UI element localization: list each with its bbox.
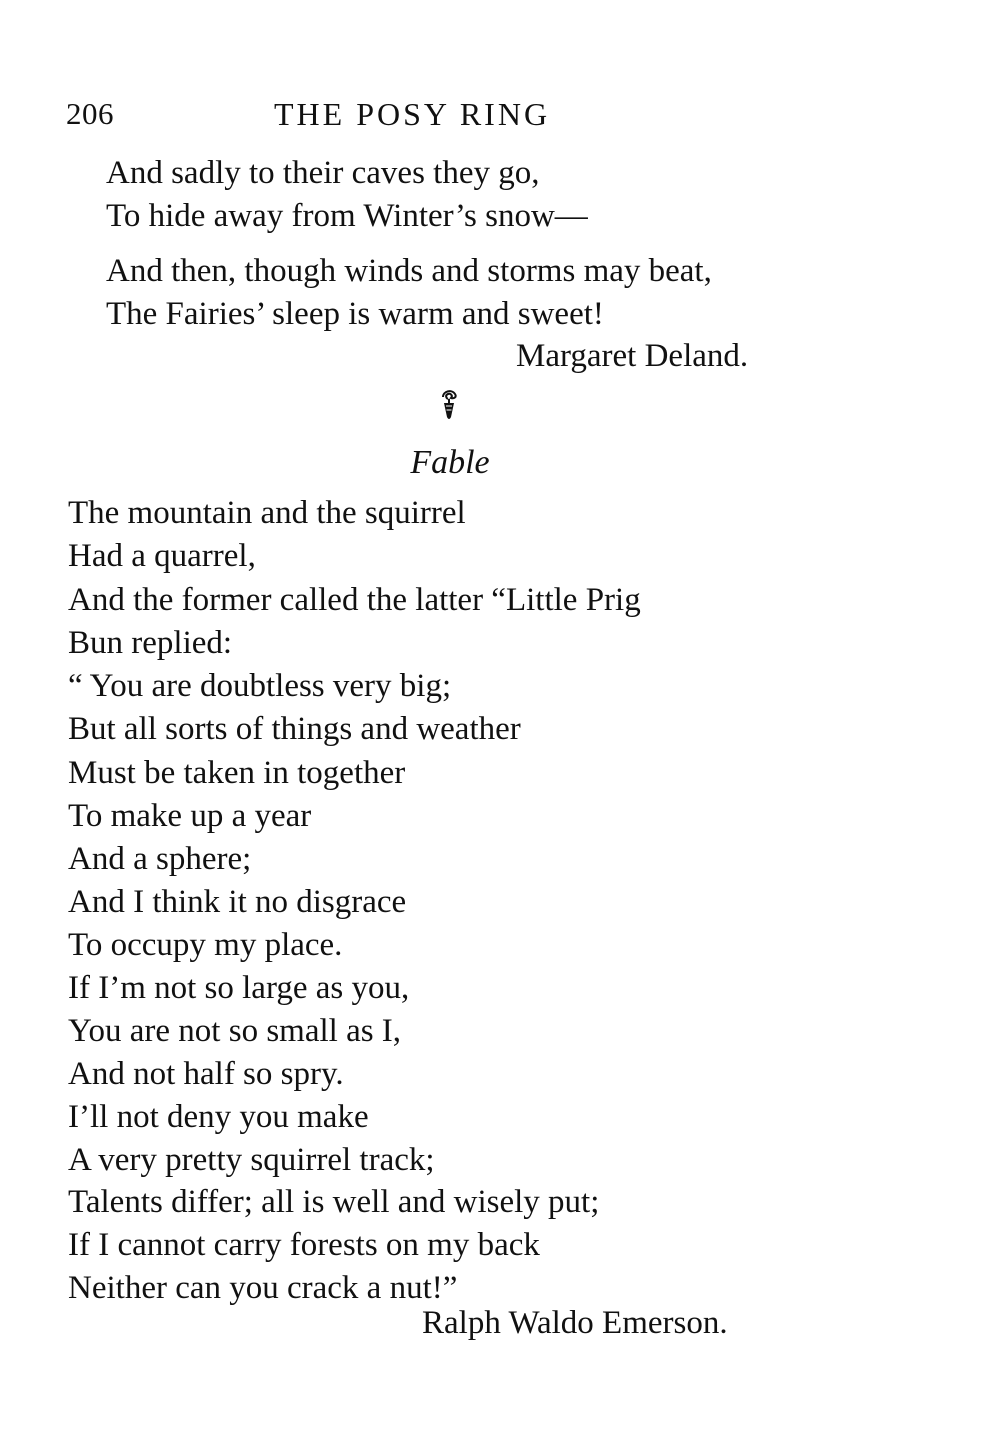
poem-line: The mountain and the squirrel [68,495,466,531]
poem-line: Bun replied: [68,625,233,661]
poem-line: Neither can you crack a nut!” [68,1270,458,1306]
poem-line: To make up a year [68,798,312,834]
poem-line: Had a quarrel, [68,538,256,574]
poem-line: And a sphere; [68,841,252,877]
poem-line: And I think it no disgrace [68,884,407,920]
running-title: THE POSY RING [274,96,551,132]
poem-line: And then, though winds and storms may beat, [106,253,712,289]
poem-line: And not half so spry. [68,1056,344,1092]
poem-line: And the former called the latter “Little Prig [68,582,641,618]
poem-line: If I’m not so large as you, [68,970,410,1006]
poem-line: The Fairies’ sleep is warm and sweet! [106,296,604,332]
poem-line: Must be taken in together [68,755,406,791]
first-poem-author: Margaret Deland. [516,338,749,374]
floral-ornament-icon [437,388,461,422]
poem-line: I’ll not deny you make [68,1099,369,1135]
poem-line: If I cannot carry forests on my back [68,1227,540,1263]
poem-line: “ You are doubtless very big; [68,668,452,704]
poem-line: And sadly to their caves they go, [106,155,540,191]
poem-line: But all sorts of things and weather [68,711,521,747]
poem-line: A very pretty squirrel track; [68,1142,435,1178]
poem-line: To hide away from Winter’s snow— [106,198,588,234]
page-header [66,96,666,136]
poem-line: You are not so small as I, [68,1013,402,1049]
fable-author: Ralph Waldo Emerson. [422,1305,728,1341]
poem-line: To occupy my place. [68,927,343,963]
page-number: 206 [66,96,114,131]
poem-line: Talents differ; all is well and wisely put; [68,1184,600,1220]
poem-title: Fable [410,444,490,481]
